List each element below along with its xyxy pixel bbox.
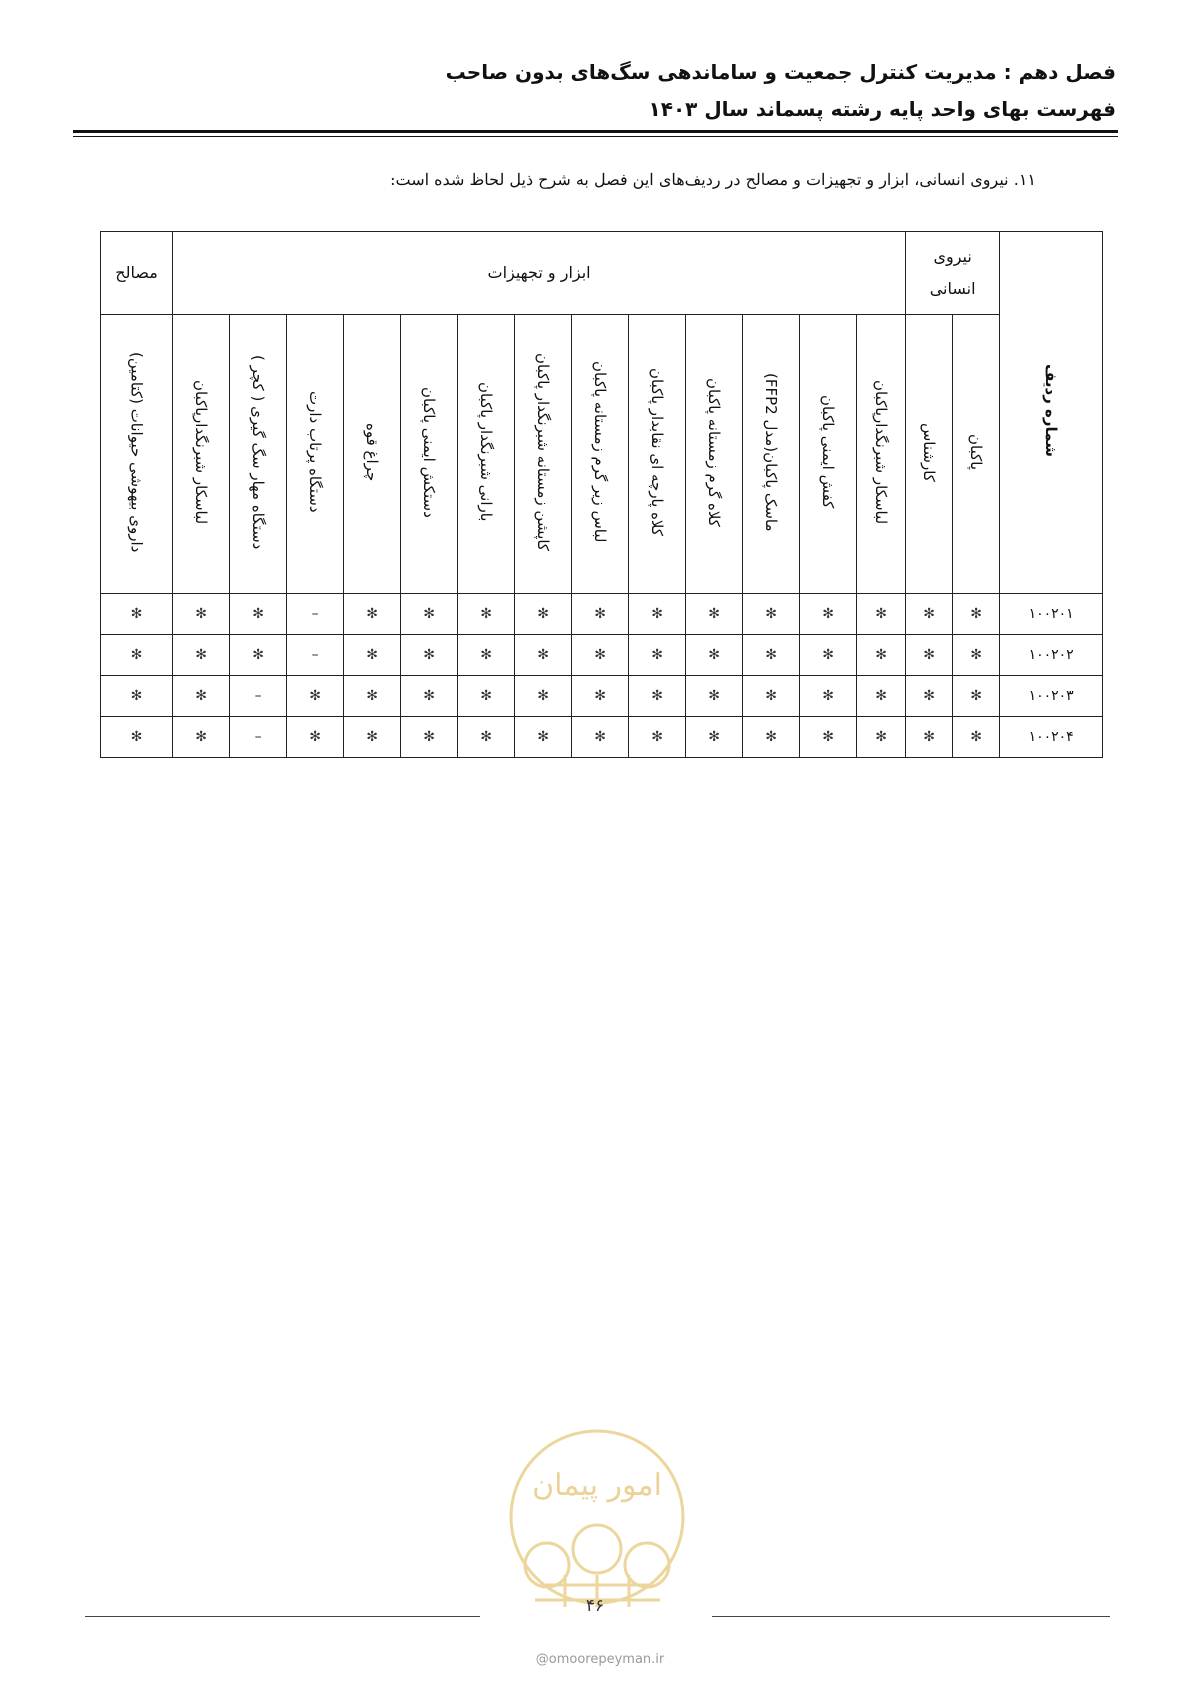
materials-group-header: مصالح — [101, 232, 173, 315]
table-cell: ✻ — [173, 717, 230, 758]
table-cell: ✻ — [515, 717, 572, 758]
table-cell: ✻ — [515, 676, 572, 717]
table-cell: ✻ — [515, 635, 572, 676]
table-cell: ✻ — [953, 594, 1000, 635]
table-row — [101, 676, 1103, 717]
table-row — [101, 635, 1103, 676]
table-cell: ✻ — [743, 594, 800, 635]
row-number: ۱۰۰۲۰۱ — [1000, 594, 1103, 635]
table-cell: ✻ — [173, 594, 230, 635]
table-cell: ✻ — [800, 676, 857, 717]
table-cell: ✻ — [458, 594, 515, 635]
table-cell: ✻ — [173, 676, 230, 717]
table-cell: ✻ — [906, 717, 953, 758]
row-number-header: شماره ردیف — [1000, 232, 1103, 594]
price-list-title: فهرست بهای واحد پایه رشته پسماند سال ۱۴۰۳ — [648, 97, 1116, 121]
footer-rule-right — [712, 1616, 1110, 1617]
watermark-logo — [505, 1425, 690, 1615]
table-cell: ✻ — [629, 635, 686, 676]
table-cell: ✻ — [458, 676, 515, 717]
resources-table — [100, 231, 1103, 758]
page-number: ۴۶ — [585, 1596, 605, 1616]
watermark-gear-right — [625, 1543, 669, 1587]
table-cell: ✻ — [458, 635, 515, 676]
table-cell: ✻ — [101, 717, 173, 758]
col-header: دستگاه مهار سگ گیری ( کچر ) — [230, 315, 287, 594]
table-cell: ✻ — [572, 594, 629, 635]
col-header: کارشناس — [906, 315, 953, 594]
tools-group-header: ابزار و تجهیزات — [173, 232, 906, 315]
table-cell: ✻ — [344, 635, 401, 676]
table-cell: ✻ — [287, 676, 344, 717]
table-cell: ✻ — [401, 717, 458, 758]
column-header-row — [101, 315, 1103, 594]
table-cell: ✻ — [953, 676, 1000, 717]
table-cell: ✻ — [953, 635, 1000, 676]
table-cell: ✻ — [743, 717, 800, 758]
table-cell: ✻ — [344, 676, 401, 717]
table-cell: ✻ — [906, 676, 953, 717]
table-cell: ✻ — [857, 676, 906, 717]
table-cell: ✻ — [572, 717, 629, 758]
col-header: لباس زیر گرم زمستانه پاکبان — [572, 315, 629, 594]
table-cell: ✻ — [230, 635, 287, 676]
table-cell: ✻ — [686, 676, 743, 717]
site-url: @omoorepeyman.ir — [535, 1652, 665, 1667]
col-header: کاپشن زمستانه شبرنگدار پاکبان — [515, 315, 572, 594]
table-cell: ✻ — [629, 676, 686, 717]
table-cell: ✻ — [572, 635, 629, 676]
table-cell: – — [230, 717, 287, 758]
table-cell: ✻ — [458, 717, 515, 758]
col-header: دستکش ایمنی پاکبان — [401, 315, 458, 594]
table-cell: ✻ — [101, 676, 173, 717]
group-header-row — [101, 232, 1103, 315]
table-cell: ✻ — [743, 635, 800, 676]
table-body — [101, 594, 1103, 758]
table-cell: ✻ — [686, 717, 743, 758]
table-cell: ✻ — [101, 594, 173, 635]
table-cell: ✻ — [401, 594, 458, 635]
table-cell: ✻ — [230, 594, 287, 635]
table-cell: ✻ — [101, 635, 173, 676]
chapter-title: فصل دهم : مدیریت کنترل جمعیت و ساماندهی سگ‌های بدون صاحب — [445, 60, 1116, 84]
table-cell: ✻ — [857, 635, 906, 676]
footer-rule-left — [85, 1616, 480, 1617]
col-header: داروی بیهوشی حیوانات (کتامین) — [101, 315, 173, 594]
row-number: ۱۰۰۲۰۳ — [1000, 676, 1103, 717]
table-cell: ✻ — [629, 594, 686, 635]
table-cell: ✻ — [173, 635, 230, 676]
table-cell: ✻ — [800, 717, 857, 758]
col-header: بارانی شبرنگدار پاکبان — [458, 315, 515, 594]
table-row — [101, 594, 1103, 635]
col-header: دستگاه پرتاب دارت — [287, 315, 344, 594]
col-header: کلاه گرم زمستانه پاکبان — [686, 315, 743, 594]
table-cell: ✻ — [686, 594, 743, 635]
col-header: ماسک پاکبان(مدل FFP2) — [743, 315, 800, 594]
table-cell: ✻ — [906, 635, 953, 676]
table-cell: ✻ — [344, 717, 401, 758]
watermark-text: امور پیمان — [532, 1468, 662, 1503]
col-header: لباسکار شبرنگدارپاکبان — [857, 315, 906, 594]
col-header: چراغ قوه — [344, 315, 401, 594]
table-cell: ✻ — [572, 676, 629, 717]
note-paragraph: ۱۱. نیروی انسانی، ابزار و تجهیزات و مصالح در ردیف‌های این فصل به شرح ذیل لحاظ شده است: — [390, 170, 1036, 189]
header-rule-thick — [73, 130, 1118, 133]
table-cell: ✻ — [800, 594, 857, 635]
table-cell: – — [287, 594, 344, 635]
table-cell: ✻ — [629, 717, 686, 758]
table-cell: ✻ — [686, 635, 743, 676]
header-rule-thin — [73, 136, 1118, 137]
table-cell: ✻ — [857, 594, 906, 635]
table-cell: ✻ — [515, 594, 572, 635]
table-cell: ✻ — [743, 676, 800, 717]
table-cell: ✻ — [953, 717, 1000, 758]
table-cell: ✻ — [857, 717, 906, 758]
col-header: پاکبان — [953, 315, 1000, 594]
col-header: کفش ایمنی پاکبان — [800, 315, 857, 594]
col-header: کلاه پارچه ای نقابدار پاکبان — [629, 315, 686, 594]
table-cell: ✻ — [344, 594, 401, 635]
watermark-gear-left — [525, 1543, 569, 1587]
table-cell: ✻ — [401, 635, 458, 676]
table-cell: – — [287, 635, 344, 676]
col-header: لباسکار شبرنگدارپاکبان — [173, 315, 230, 594]
labor-group-header: نیروی انسانی — [906, 232, 1000, 315]
table-cell: ✻ — [401, 676, 458, 717]
row-number: ۱۰۰۲۰۴ — [1000, 717, 1103, 758]
table-cell: ✻ — [906, 594, 953, 635]
row-number: ۱۰۰۲۰۲ — [1000, 635, 1103, 676]
table-cell: ✻ — [287, 717, 344, 758]
watermark-gear-center — [573, 1525, 621, 1573]
table-cell: – — [230, 676, 287, 717]
table-row — [101, 717, 1103, 758]
table-cell: ✻ — [800, 635, 857, 676]
